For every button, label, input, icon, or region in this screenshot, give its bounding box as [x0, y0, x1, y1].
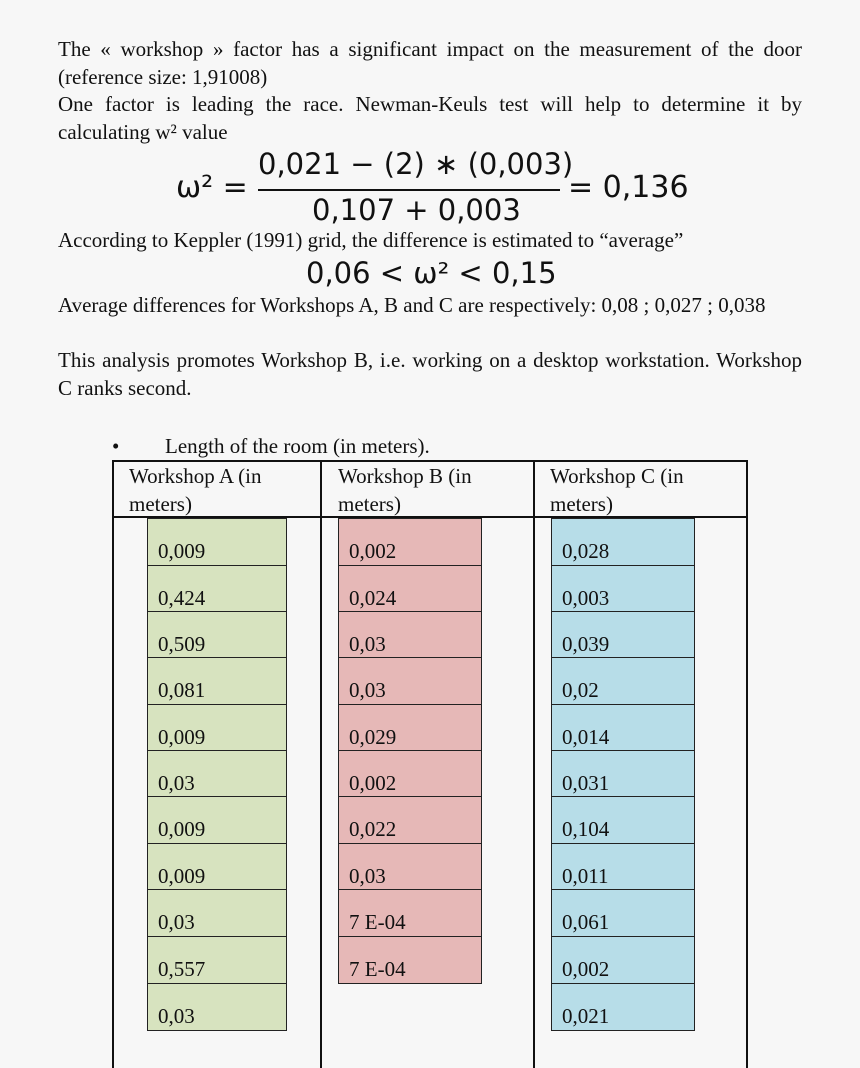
workshop-a-cell: 0,557: [147, 936, 287, 984]
formula-denominator: 0,107 + 0,003: [312, 193, 521, 227]
bullet-symbol: •: [112, 434, 120, 458]
paragraph-newman-keuls: One factor is leading the race. Newman-Keuls test will help to determine it by calculating w² value: [58, 92, 802, 144]
workshop-b-cell: 0,03: [338, 657, 482, 705]
header-workshop-c: [550, 462, 684, 518]
workshop-b-cell: 7 E-04: [338, 936, 482, 984]
header-b-line2: meters): [338, 492, 401, 516]
bullet-text: Length of the room (in meters).: [165, 434, 430, 458]
workshop-b-cell: 0,024: [338, 565, 482, 613]
omega-range-formula: 0,06 < ω² < 0,15: [306, 256, 557, 290]
workshop-b-cell: 0,03: [338, 611, 482, 659]
workshop-b-cell: 0,002: [338, 518, 482, 566]
workshop-c-cell: 0,061: [551, 889, 695, 937]
workshop-c-cell: 0,002: [551, 936, 695, 984]
workshop-c-cell: 0,104: [551, 796, 695, 844]
formula-numerator: 0,021 − (2) ∗ (0,003): [258, 147, 574, 181]
workshop-c-cell: 0,039: [551, 611, 695, 659]
header-workshop-a: [129, 462, 261, 518]
header-a-line2: meters): [129, 492, 192, 516]
formula-rhs: = 0,136: [568, 170, 689, 205]
formula-lhs: ω² =: [176, 170, 248, 205]
workshop-c-cell: 0,021: [551, 983, 695, 1031]
workshop-a-cell: 0,009: [147, 843, 287, 891]
workshop-c-cell: 0,02: [551, 657, 695, 705]
workshop-a-cell: 0,509: [147, 611, 287, 659]
workshop-a-cell: 0,009: [147, 796, 287, 844]
workshop-c-cell: 0,014: [551, 704, 695, 752]
workshop-a-cell: 0,081: [147, 657, 287, 705]
table-right-border: [746, 460, 748, 1068]
fraction-bar: [258, 189, 560, 191]
workshop-b-cell: 0,029: [338, 704, 482, 752]
workshop-c-cell: 0,028: [551, 518, 695, 566]
header-a-line1: Workshop A (in: [129, 464, 262, 488]
header-c-line2: meters): [550, 492, 613, 516]
workshop-b-cell: 0,002: [338, 750, 482, 798]
workshop-a-cell: 0,009: [147, 704, 287, 752]
header-b-line1: Workshop B (in: [338, 464, 472, 488]
workshop-c-cell: 0,031: [551, 750, 695, 798]
workshop-a-cell: 0,03: [147, 750, 287, 798]
table-left-border: [112, 460, 114, 1068]
workshop-a-cell: 0,03: [147, 889, 287, 937]
table-divider-bc: [533, 460, 535, 1068]
workshop-b-cell: 7 E-04: [338, 889, 482, 937]
workshop-b-cell: 0,03: [338, 843, 482, 891]
workshop-b-cell: 0,022: [338, 796, 482, 844]
header-workshop-b: [338, 462, 472, 518]
paragraph-average-differences: Average differences for Workshops A, B and C are respectively: 0,08 ; 0,027 ; 0,038: [58, 293, 766, 317]
table-divider-ab: [320, 460, 322, 1068]
paragraph-keppler: According to Keppler (1991) grid, the difference is estimated to “average”: [58, 228, 684, 252]
workshop-a-cell: 0,03: [147, 983, 287, 1031]
workshop-a-cell: 0,424: [147, 565, 287, 613]
paragraph-conclusion: This analysis promotes Workshop B, i.e. working on a desktop workstation. Workshop C ranks second.: [58, 348, 802, 400]
paragraph-workshop-impact: The « workshop » factor has a significant impact on the measurement of the door (reference size: 1,91008): [58, 37, 802, 89]
header-c-line1: Workshop C (in: [550, 464, 684, 488]
workshop-c-cell: 0,011: [551, 843, 695, 891]
workshop-a-cell: 0,009: [147, 518, 287, 566]
workshop-c-cell: 0,003: [551, 565, 695, 613]
